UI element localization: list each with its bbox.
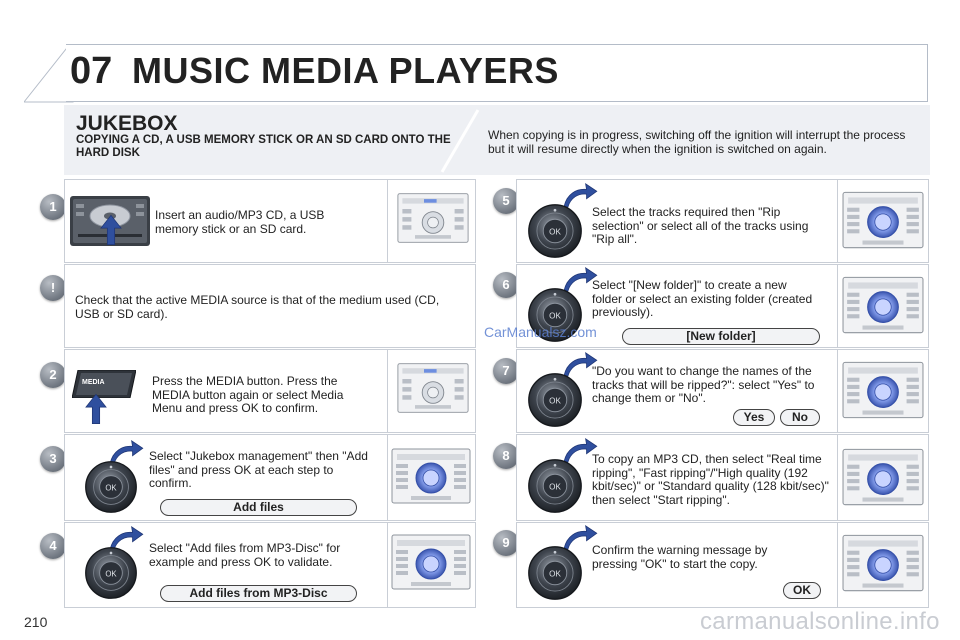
page-number: 210 [24, 614, 48, 630]
radio-unit-icon [842, 448, 924, 506]
step-text-6: Select "[New folder]" to create a new folder or select an existing folder (created previously). [592, 278, 813, 319]
step-text-2: Press the MEDIA button. Press the MEDIA button again or select Media Menu and press OK to confirm. [152, 374, 344, 415]
footer-site: carmanualsonline.info [700, 608, 940, 635]
push-arrow-icon [100, 214, 122, 246]
warning-text: Check that the active MEDIA source is that of the medium used (CD, USB or SD card). [75, 293, 440, 321]
radio-unit-icon [397, 362, 469, 414]
radio-unit-icon [842, 191, 924, 249]
step-number-7: 7 [493, 358, 519, 384]
push-arrow-icon [85, 393, 107, 425]
new-folder-option[interactable]: [New folder] [622, 328, 820, 345]
rotary-knob-icon [527, 372, 583, 428]
step-text-1: Insert an audio/MP3 CD, a USB memory stick or an SD card. [155, 208, 325, 236]
step-text-5: Select the tracks required then "Rip selection" or select all of the tracks using "Rip all". [592, 205, 809, 246]
chapter-title: MUSIC MEDIA PLAYERS [132, 50, 559, 91]
watermark: CarManualsz.com [484, 324, 597, 340]
section-subtitle: COPYING A CD, A USB MEMORY STICK OR AN SD CARD ONTO THE HARD DISK [76, 134, 451, 159]
radio-unit-icon [842, 361, 924, 419]
rotary-knob-icon [527, 545, 583, 601]
add-files-option[interactable]: Add files [160, 499, 357, 516]
radio-unit-icon [391, 448, 471, 504]
step-text-8: To copy an MP3 CD, then select "Real time ripping", "Fast ripping"/"High quality (192 kbit/sec)" or "Standard quality (128 kbit/sec)" then select "Start ripping". [592, 452, 829, 507]
rotary-knob-icon [84, 546, 138, 600]
media-button-label: MEDIA [82, 379, 105, 386]
step-number-6: 6 [493, 272, 519, 298]
radio-unit-icon [842, 276, 924, 334]
section-title: JUKEBOX [76, 112, 178, 135]
ignition-note: When copying is in progress, switching off the ignition will interrupt the process but it will resume directly when the ignition is switched on again. [488, 128, 906, 156]
step-text-7: "Do you want to change the names of the tracks that will be ripped?": select "Yes" to change them or "No". [592, 364, 815, 405]
step-number-1: 1 [40, 194, 66, 220]
step-number-2: 2 [40, 362, 66, 388]
rotary-knob-icon [527, 458, 583, 514]
rotary-knob-icon [84, 460, 138, 514]
ok-option[interactable]: OK [783, 582, 821, 599]
warning-icon: ! [40, 275, 66, 301]
add-files-from-mp3-disc-option[interactable]: Add files from MP3-Disc [160, 585, 357, 602]
radio-unit-icon [397, 192, 469, 244]
rotary-knob-icon [527, 203, 583, 259]
step-number-8: 8 [493, 443, 519, 469]
yes-option[interactable]: Yes [733, 409, 775, 426]
step-text-4: Select "Add files from MP3-Disc" for example and press OK to validate. [149, 541, 341, 569]
step-number-9: 9 [493, 530, 519, 556]
step-text-3: Select "Jukebox management" then "Add files" and press OK at each step to confirm. [149, 449, 368, 490]
radio-unit-icon [391, 534, 471, 590]
chapter-number: 07 [70, 50, 113, 92]
no-option[interactable]: No [780, 409, 820, 426]
step-number-4: 4 [40, 533, 66, 559]
radio-unit-icon [842, 534, 924, 592]
step-text-9: Confirm the warning message by pressing "OK" to start the copy. [592, 543, 768, 571]
step-number-5: 5 [493, 188, 519, 214]
step-number-3: 3 [40, 446, 66, 472]
